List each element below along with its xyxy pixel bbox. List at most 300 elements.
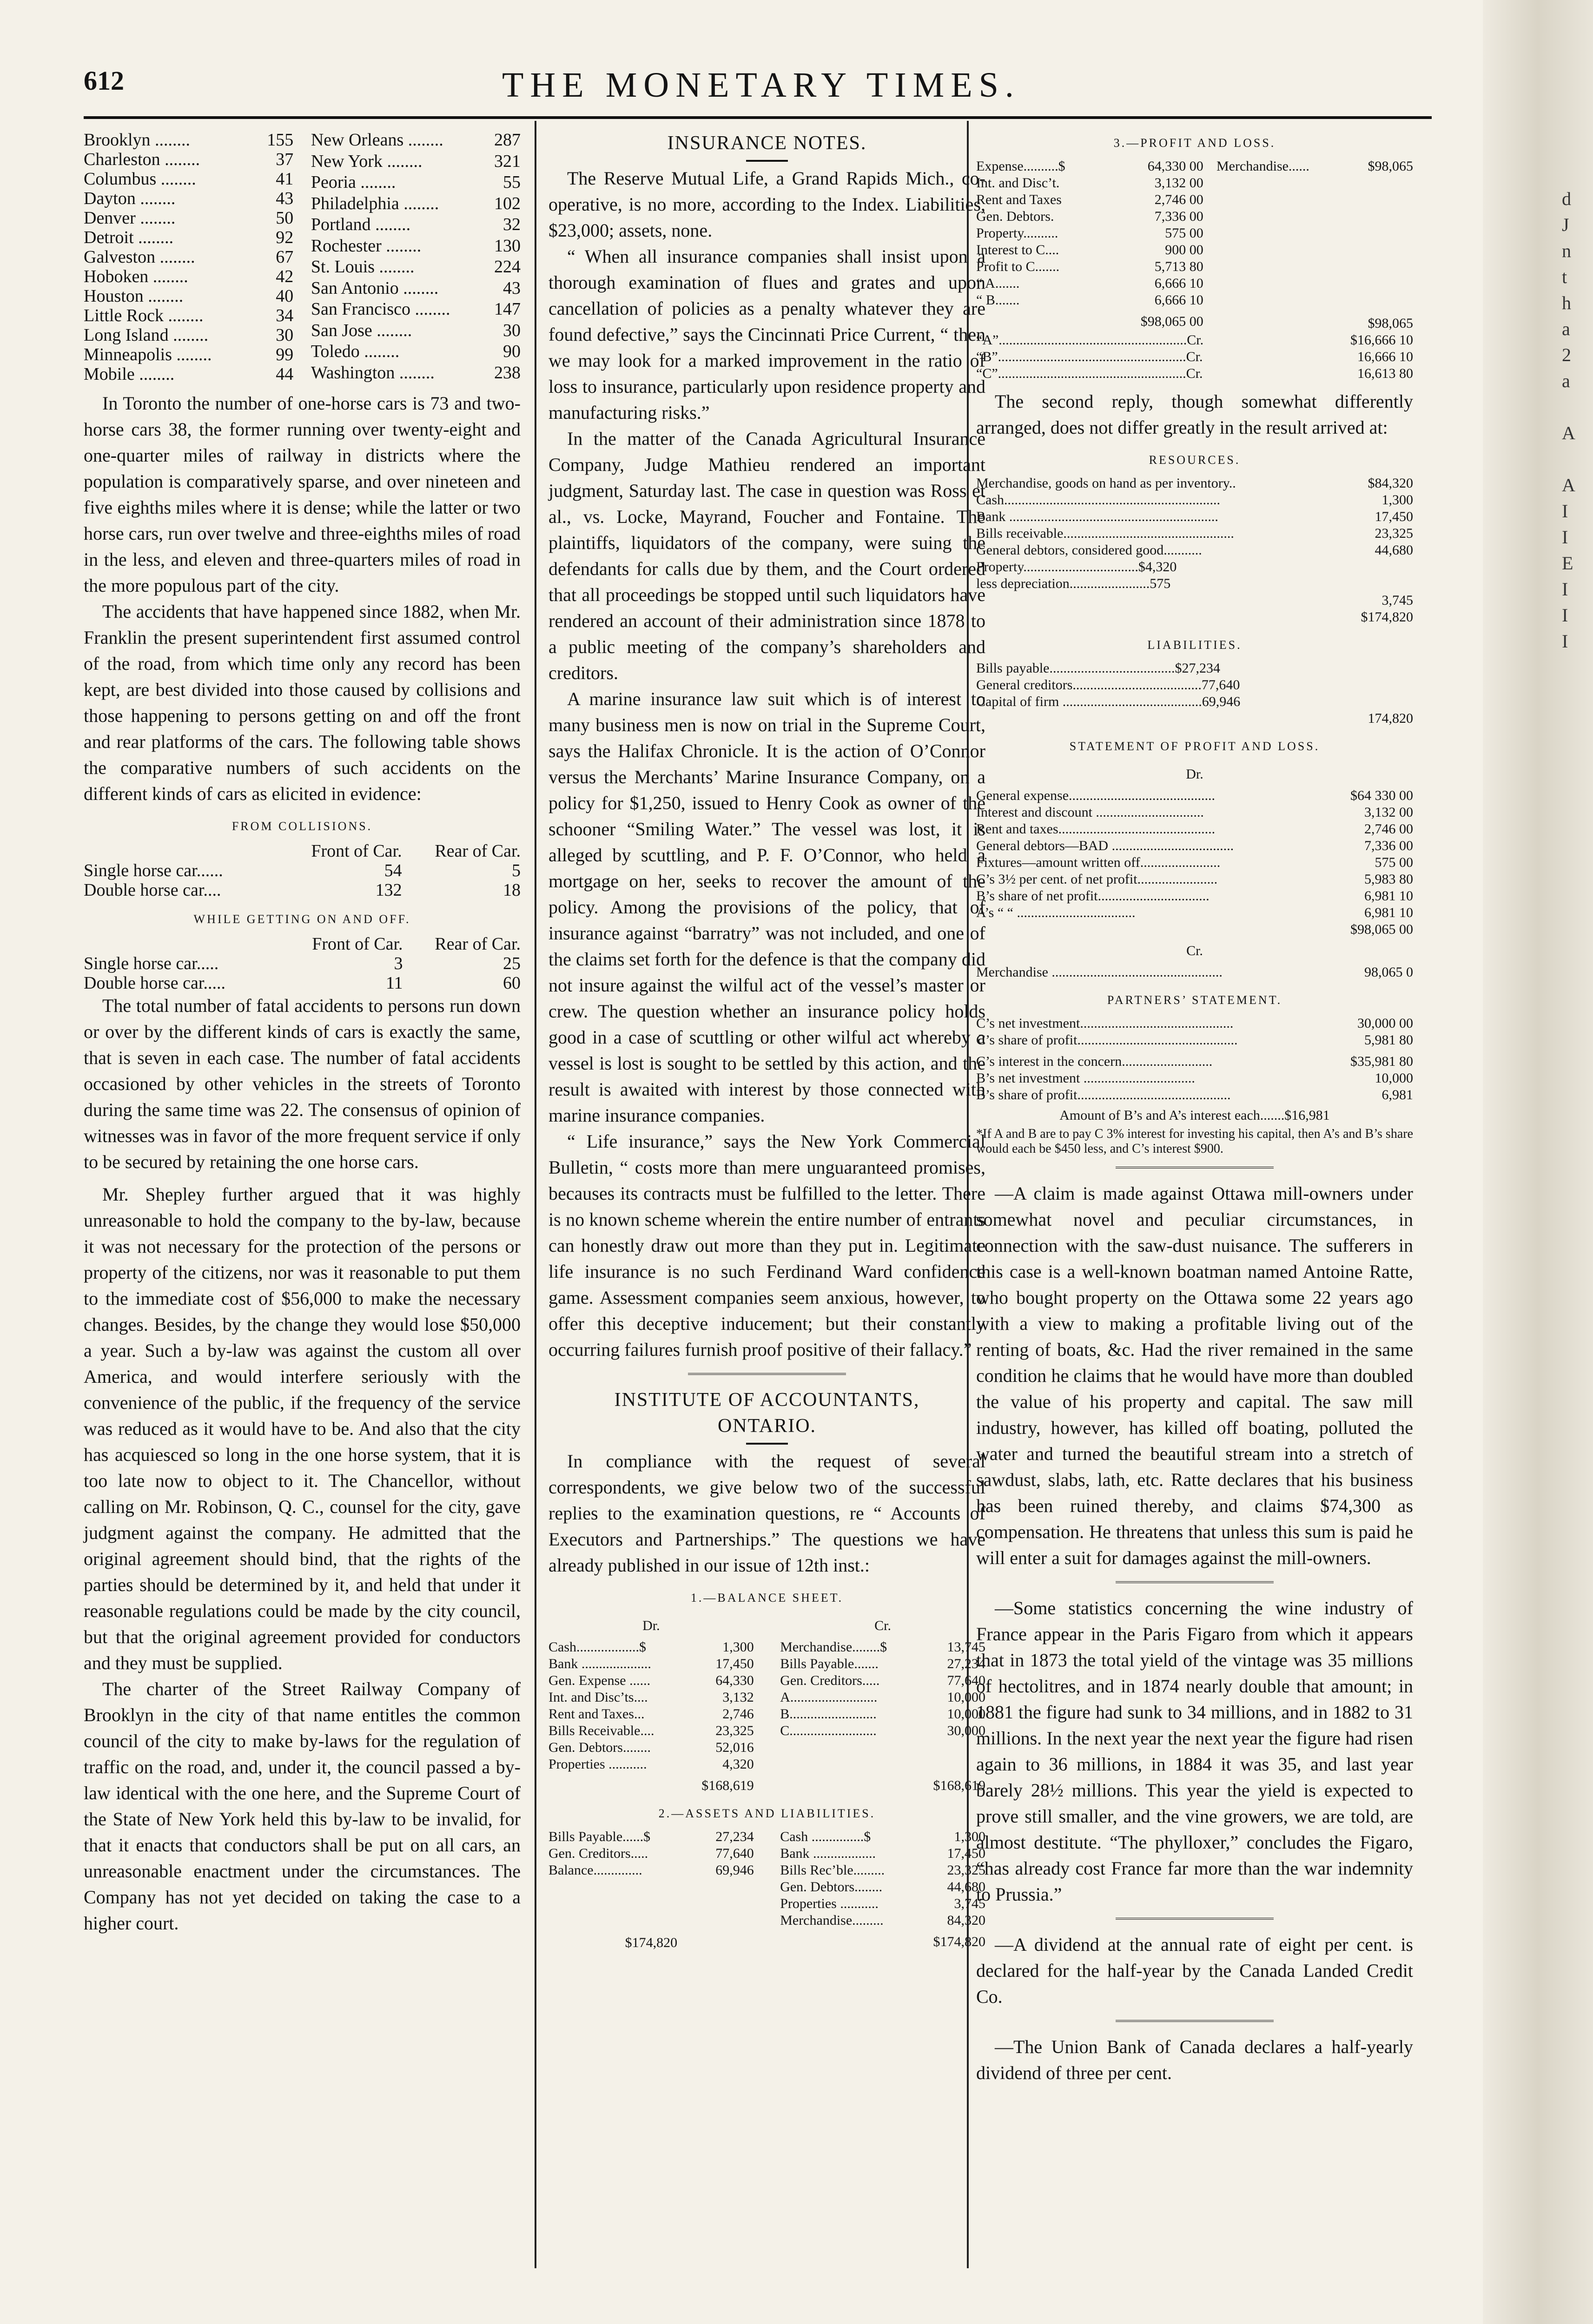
- list-item: [311, 152, 521, 173]
- table-row: [976, 349, 1413, 365]
- row-label: Gen. Debtors........: [780, 1879, 883, 1895]
- row-label: A.........................: [780, 1690, 878, 1705]
- partners-amount: Amount of B’s and A’s interest each.......$16,981: [1059, 1108, 1330, 1123]
- city-value: 42: [276, 267, 294, 286]
- row-label: Bills Receivable....: [549, 1723, 654, 1738]
- statement-dr-table: [976, 787, 1413, 921]
- city-value: 43: [503, 278, 521, 298]
- bleed-char: h: [1562, 292, 1571, 313]
- city-name: Detroit ........: [84, 228, 174, 247]
- pl-accounts: [976, 332, 1413, 382]
- row-label: Cash..............................................................: [976, 492, 1220, 508]
- row-value: $64 330 00: [1350, 788, 1413, 803]
- table-row: [976, 175, 1203, 191]
- section-heading: ONTARIO.: [717, 1415, 817, 1437]
- pl-table: [976, 158, 1203, 309]
- rear-value: 25: [503, 954, 521, 973]
- city-value: 43: [276, 189, 294, 208]
- article-paragraph: The second reply, though somewhat differently arranged, does not differ greatly in the result arrived at:: [976, 391, 1413, 438]
- section-heading: INSTITUTE OF ACCOUNTANTS,: [614, 1389, 920, 1411]
- resources-table: [976, 475, 1413, 592]
- row-label: C’s net investment............................................: [976, 1016, 1234, 1031]
- article-paragraph: —Some statistics concerning the wine industry of France appear in the Paris Figaro from which it appears that in 1873 the total yield of the vintage was 35 millions of hectolitres, and in 1874 nearly double that amount; in 1881 the figure had sunk to 34 millions, and in 1882 to 31 millions. In the next year the next year the figure had risen again to 36 millions, in 1884 it was 35, and last year barely 28½ millions. This year the yield is expected to prove still smaller, and the vine growers, we are told, are almost destitute. “The phylloxer,” concludes the Figaro, “has already cost France far more than the war indemnity to Prussia.”: [976, 1598, 1413, 1905]
- section-heading: INSURANCE NOTES.: [667, 132, 867, 154]
- list-item: [311, 299, 521, 321]
- bleed-char: n: [1562, 240, 1571, 261]
- row-label: Gen. Debtors........: [549, 1740, 651, 1755]
- row-value: 77,640: [947, 1673, 985, 1688]
- liabilities-table: [976, 660, 1413, 710]
- table-title: STATEMENT OF PROFIT AND LOSS.: [1069, 739, 1320, 753]
- row-label: Rent and Taxes...: [549, 1706, 645, 1722]
- article-paragraph: A marine insurance law suit which is of interest to many business men is now on trial in the Supreme Court, says the Halifax Chronicle. It is the action of O’Connor versus the Merchants’ Marine Insurance Company, on a policy for $1,250, issued to Henry Cook as owner of the schooner “Smiling Water.” The vessel was lost, it is alleged by scuttling, and P. F. O’Connor, who held a mortgage on her, seeks to recover the amount of the policy. Among the provisions of the policy, that of insurance against “barratry” was not included, and one of the claims set forth for the defence is that the company did not insure against the wilful act of the vessel’s master or crew. The question whether an insurance policy holds good in a case of scuttling or other wilful act whereby a vessel is lost is sought to be settled by this action, and the result is awaited with interest by those connected with marine insurance companies.: [549, 688, 985, 1126]
- row-value: 52,016: [715, 1740, 754, 1755]
- section-rule: [1116, 1918, 1274, 1921]
- row-label: B’s share of profit............................................: [976, 1087, 1231, 1103]
- row-value: [1348, 559, 1413, 575]
- row-label: Merchandise.........: [780, 1913, 884, 1928]
- row-value: 3,132 00: [1364, 805, 1413, 820]
- article-paragraph: “ Life insurance,” says the New York Commercial Bulletin, “ costs more than mere unguaranteed promises, becauses its contracts must be fulfilled to the letter. There is no known scheme wherein the entire number of entrants can honestly draw out more than they put in. Legitimate life insurance is no such Ferdinand Ward confidence game. Assessment companies seem anxious, however, to offer this deceptive inducement; but their constantly occurring failures furnish proof positive of their fallacy.”: [549, 1131, 985, 1360]
- row-value: 77,640: [715, 1846, 754, 1861]
- top-rule: [84, 116, 1432, 119]
- table-row: [780, 1862, 985, 1879]
- front-value: 11: [385, 973, 403, 993]
- al-left: [549, 1829, 754, 1951]
- city-name: Columbus ........: [84, 169, 196, 189]
- article-paragraph: The charter of the Street Railway Company of Brooklyn in the city of that name entitles the common council of the city to make by-laws for the regulation of traffic on the road, and, under it, the council passed a by-law identical with the one here, and the Supreme Court of the State of New York held this by-law to be invalid, for that it enacts that conductors shall be put on all cars, an unreasonable enactment under the circumstances. The Company has not yet decided on taking the case to a higher court.: [84, 1678, 521, 1934]
- city-name: Charleston ........: [84, 150, 200, 169]
- cr-label: Cr.: [874, 1618, 892, 1633]
- city-name: San Antonio ........: [311, 278, 439, 298]
- row-label: Double horse car.....: [84, 973, 225, 993]
- city-value: 224: [494, 257, 521, 277]
- partners-table: [976, 1015, 1413, 1049]
- column-header: Front of Car.: [311, 841, 402, 861]
- row-label: Cash ...............$: [780, 1829, 871, 1844]
- cr-label: Cr.: [1186, 943, 1203, 958]
- bleed-char: 2: [1562, 344, 1571, 365]
- city-name: Portland ........: [311, 215, 411, 234]
- city-value: 321: [494, 151, 521, 171]
- table-title: 1.—BALANCE SHEET.: [690, 1591, 844, 1604]
- city-value: 34: [276, 306, 294, 325]
- city-value: 44: [276, 364, 294, 384]
- list-item: [84, 306, 293, 325]
- city-name: Dayton ........: [84, 189, 176, 208]
- bleed-char: a: [1562, 370, 1570, 391]
- table-row: [976, 242, 1203, 258]
- row-label: “B”......................................................Cr.: [976, 349, 1203, 364]
- section-rule: [1116, 2020, 1274, 2024]
- table-title: RESOURCES.: [1149, 453, 1241, 467]
- city-value: 50: [276, 208, 294, 228]
- row-value: 900 00: [1165, 242, 1203, 257]
- bleed-char: a: [1562, 318, 1570, 339]
- row-label: Gen. Expense ......: [549, 1673, 651, 1688]
- collisions-table: [84, 841, 521, 900]
- table-row: [976, 365, 1413, 382]
- row-value: 3,132 00: [1154, 175, 1203, 191]
- table-row: [976, 258, 1203, 275]
- row-value: 7,336 00: [1154, 209, 1203, 224]
- row-value: 6,981: [1381, 1087, 1413, 1103]
- row-value: $35,981 80: [1350, 1054, 1413, 1069]
- row-value: 10,000: [947, 1690, 985, 1705]
- row-label: Properties ...........: [780, 1896, 879, 1911]
- city-value: 147: [494, 299, 521, 319]
- balance-dr-table: [549, 1639, 754, 1773]
- city-value: 30: [503, 320, 521, 340]
- table-row: [780, 1912, 985, 1929]
- table-row: [780, 1829, 985, 1845]
- city-value: 238: [494, 363, 521, 383]
- property-net: 3,745: [1381, 593, 1413, 608]
- total: $174,820: [625, 1935, 678, 1950]
- row-value: 16,613 80: [1357, 366, 1413, 381]
- table-row: [84, 880, 521, 900]
- row-value: 5,981 80: [1364, 1032, 1413, 1048]
- row-label: Expense..........$: [976, 158, 1065, 174]
- list-item: [311, 236, 521, 257]
- table-row: [976, 575, 1413, 592]
- partners-table-2: [976, 1053, 1413, 1103]
- city-value: 155: [267, 130, 294, 150]
- row-label: “ A.......: [976, 276, 1020, 291]
- row-value: 4,320: [722, 1756, 754, 1772]
- total: $98,065 00: [1350, 922, 1413, 937]
- city-name: Long Island ........: [84, 325, 209, 345]
- table-row: [84, 954, 521, 973]
- row-value: 10,000: [1375, 1070, 1413, 1086]
- city-list-right: [311, 130, 521, 384]
- article-paragraph: In Toronto the number of one-horse cars is 73 and two-horse cars 38, the former running over twenty-eight and one-quarter miles of railway in districts where the population is comparatively sparse, and over nineteen and five eighths miles where it is dense; while the latter or two horse cars, run over twelve and three-eighths miles of road in the less, and eleven and three-quarters miles of road in the more populous part of the city.: [84, 393, 521, 596]
- row-label: Gen. Debtors.: [976, 209, 1054, 224]
- row-label: Double horse car....: [84, 880, 221, 900]
- list-item: [311, 321, 521, 342]
- pl-left: [976, 158, 1203, 332]
- list-item: [84, 228, 293, 247]
- row-value: 6,981 10: [1364, 905, 1413, 920]
- table-row: [976, 660, 1413, 677]
- column-header: Rear of Car.: [435, 934, 521, 954]
- city-value: 41: [276, 169, 294, 189]
- row-value: 1,300: [722, 1639, 754, 1655]
- bleed-char: I: [1562, 605, 1568, 626]
- column-1: [84, 130, 521, 1936]
- city-list: [84, 130, 521, 384]
- balance-sheet-dr: [549, 1613, 754, 1794]
- total: $174,820: [933, 1934, 985, 1949]
- table-row: [549, 1706, 754, 1723]
- city-value: 130: [494, 236, 521, 256]
- row-label: Properties ...........: [549, 1756, 647, 1772]
- table-title: FROM COLLISIONS.: [231, 819, 373, 833]
- row-value: 2,746 00: [1154, 192, 1203, 207]
- row-label: Merchandise......: [1216, 158, 1309, 174]
- row-value: 16,666 10: [1357, 349, 1413, 364]
- table-row: [976, 158, 1203, 175]
- list-item: [311, 278, 521, 300]
- column-divider: [535, 121, 536, 2268]
- row-value: 69,946: [715, 1862, 754, 1878]
- bleed-char: A: [1562, 475, 1575, 495]
- table-row: [976, 854, 1413, 871]
- table-row: [976, 838, 1413, 854]
- row-value: 10,000: [947, 1706, 985, 1722]
- row-value: 27,234: [947, 1656, 985, 1671]
- bleed-char: J: [1562, 214, 1569, 235]
- table-row: [780, 1845, 985, 1862]
- list-item: [84, 189, 293, 208]
- table-row: [549, 1845, 754, 1862]
- table-title: LIABILITIES.: [1147, 638, 1242, 652]
- table-row: [549, 1723, 754, 1739]
- table-row: [780, 1639, 985, 1656]
- city-name: Brooklyn ........: [84, 130, 191, 150]
- adjacent-page-bleed: [1562, 186, 1590, 654]
- table-row: [84, 861, 521, 880]
- city-value: 102: [494, 193, 521, 213]
- row-value: 6,666 10: [1154, 276, 1203, 291]
- column-header: Rear of Car.: [435, 841, 521, 861]
- city-name: Washington ........: [311, 363, 435, 383]
- bleed-char: E: [1562, 553, 1573, 574]
- row-label: Gen. Creditors.....: [780, 1673, 880, 1688]
- row-label: Capital of firm ........................................69,946: [976, 694, 1241, 709]
- list-item: [84, 286, 293, 306]
- row-label: Fixtures—amount written off.......................: [976, 855, 1221, 870]
- city-value: 92: [276, 228, 294, 247]
- table-row: [976, 1053, 1413, 1070]
- table-row: [976, 275, 1203, 292]
- list-item: [84, 130, 293, 150]
- table-row: [976, 1070, 1413, 1087]
- row-label: General creditors.....................................77,640: [976, 677, 1240, 693]
- total: $174,820: [1361, 609, 1413, 625]
- city-name: Toledo ........: [311, 342, 400, 361]
- balance-sheet: [549, 1613, 985, 1794]
- total: $168,619: [933, 1778, 985, 1793]
- city-name: Peoria ........: [311, 172, 396, 192]
- row-value: 23,325: [1375, 526, 1413, 541]
- table-row: [976, 888, 1413, 905]
- table-row: [549, 1689, 754, 1706]
- dr-label: Dr.: [1186, 766, 1203, 782]
- table-row: [976, 1032, 1413, 1049]
- page-number: 612: [84, 66, 124, 96]
- row-label: Merchandise, goods on hand as per inventory..: [976, 475, 1236, 491]
- table-row: [976, 492, 1413, 508]
- bleed-char: t: [1562, 266, 1567, 287]
- table-row: [780, 1723, 985, 1739]
- assets-liabilities: [549, 1829, 985, 1951]
- row-label: Bills payable....................................$27,234: [976, 660, 1220, 676]
- table-row: [549, 1829, 754, 1845]
- table-row: [549, 1672, 754, 1689]
- row-label: C’s share of profit..............................................: [976, 1032, 1238, 1048]
- bleed-char: I: [1562, 501, 1568, 522]
- row-value: 5,713 80: [1154, 259, 1203, 274]
- table-row: [976, 677, 1413, 693]
- city-name: San Jose ........: [311, 320, 412, 340]
- city-name: San Francisco ........: [311, 299, 450, 319]
- list-item: [311, 363, 521, 384]
- table-row: [976, 804, 1413, 821]
- table-row: [976, 821, 1413, 838]
- list-item: [84, 208, 293, 228]
- row-label: “C”......................................................Cr.: [976, 366, 1203, 381]
- profit-loss: [976, 158, 1413, 332]
- total: $98,065 00: [1140, 314, 1203, 329]
- table-title: WHILE GETTING ON AND OFF.: [193, 912, 411, 926]
- table-row: [780, 1689, 985, 1706]
- row-value: 3,132: [722, 1690, 754, 1705]
- row-value: [1348, 575, 1413, 592]
- table-row: [780, 1672, 985, 1689]
- row-value: 5,983 80: [1364, 872, 1413, 887]
- getting-on-off-table: [84, 934, 521, 993]
- city-name: Hoboken ........: [84, 267, 188, 286]
- table-row: [976, 208, 1203, 225]
- row-label: Bank ....................: [549, 1656, 651, 1671]
- row-label: General debtors, considered good...........: [976, 542, 1202, 558]
- balance-sheet-cr: [780, 1613, 985, 1794]
- list-item: [84, 364, 293, 384]
- row-label: Property..........: [976, 225, 1058, 241]
- row-value: 575 00: [1165, 225, 1203, 241]
- row-label: Int. and Disc’ts....: [549, 1690, 648, 1705]
- list-item: [311, 194, 521, 215]
- row-value: 44,680: [947, 1879, 985, 1895]
- row-label: C’s interest in the concern..........................: [976, 1054, 1213, 1069]
- table-row: [549, 1639, 754, 1656]
- rear-value: 18: [503, 880, 521, 900]
- row-label: Bills Payable.......: [780, 1656, 879, 1671]
- row-label: Bills receivable.................................................: [976, 526, 1234, 541]
- bleed-char: d: [1562, 188, 1571, 209]
- section-rule: [688, 1373, 846, 1377]
- row-value: 17,450: [947, 1846, 985, 1861]
- bleed-char: I: [1562, 631, 1568, 652]
- article-paragraph: —The Union Bank of Canada declares a half-yearly dividend of three per cent.: [976, 2036, 1413, 2083]
- table-row: [976, 787, 1413, 804]
- table-row: [976, 508, 1413, 525]
- row-value: 6,981 10: [1364, 888, 1413, 904]
- pl-right-table: [1216, 158, 1413, 175]
- city-list-left: [84, 130, 293, 384]
- row-label: Interest to C....: [976, 242, 1059, 257]
- row-label: C’s 3½ per cent. of net profit.......................: [976, 872, 1218, 887]
- city-name: New York ........: [311, 151, 423, 171]
- row-value: 13,745: [947, 1639, 985, 1655]
- city-name: Houston ........: [84, 286, 184, 306]
- table-row: [976, 1015, 1413, 1032]
- city-name: Rochester ........: [311, 236, 422, 256]
- table-row: [976, 871, 1413, 888]
- bleed-char: I: [1562, 527, 1568, 548]
- rear-value: 60: [503, 973, 521, 993]
- row-label: General expense..........................................: [976, 788, 1216, 803]
- row-label: C.........................: [780, 1723, 877, 1738]
- row-value: $16,666 10: [1350, 332, 1413, 348]
- list-item: [84, 345, 293, 364]
- total: $168,619: [701, 1778, 754, 1793]
- al-left-table: [549, 1829, 754, 1879]
- row-label: General debtors—BAD ...................................: [976, 838, 1234, 853]
- row-value: 64,330 00: [1147, 158, 1203, 174]
- list-item: [84, 150, 293, 169]
- row-value: 6,666 10: [1154, 292, 1203, 308]
- front-value: 54: [384, 861, 402, 880]
- row-label: A’s “ “ ..................................: [976, 905, 1136, 920]
- row-value: 1,300: [1381, 492, 1413, 508]
- list-item: [84, 267, 293, 286]
- row-label: Interest and discount ...............................: [976, 805, 1204, 820]
- city-name: Philadelphia ........: [311, 193, 439, 213]
- article-paragraph: —A claim is made against Ottawa mill-owners under somewhat novel and peculiar circumstances, in connection with the saw-dust nuisance. The sufferers in this case is a well-known boatman named Antoine Ratte, who bought property on the Ottawa some 22 years ago with a view to making a profitable living out of the renting of boats, &c. Had the river remained in the same condition he claims that he would have more than doubled the value of his property and capital. The saw mill industry, however, has killed off boating, polluted the water and turned the beautiful stream into a stretch of sawdust, slabs, lath, etc. Ratte declares that his business has been ruined thereby, and claims $74,300 as compensation. He threatens that unless this sum is paid he will enter a suit for damages against the mill-owners.: [976, 1183, 1413, 1568]
- city-value: 67: [276, 247, 294, 267]
- heading-rule: [746, 1443, 788, 1445]
- row-label: Single horse car.....: [84, 954, 219, 973]
- dr-label: Dr.: [642, 1618, 660, 1633]
- bleed-char: [1562, 394, 1590, 420]
- heading-rule: [746, 160, 788, 162]
- row-label: Gen. Creditors.....: [549, 1846, 648, 1861]
- table-row: [976, 332, 1413, 349]
- total: $98,065: [1368, 316, 1413, 331]
- row-value: 2,746 00: [1364, 821, 1413, 837]
- article-paragraph: The accidents that have happened since 1882, when Mr. Franklin the present superintendent first assumed control of the road, from which time only any record has been kept, are best divided into those caused by collisions and those happening to persons getting on and off the front and rear platforms of the cars. The following table shows the comparative numbers of such accidents on the different kinds of cars as elicited in evidence:: [84, 601, 521, 804]
- article-paragraph: In compliance with the request of several correspondents, we give below two of the successful replies to the examination questions, re “ Accounts of Executors and Partnerships.” The questions we have already published in our issue of 12th inst.:: [549, 1451, 985, 1576]
- table-row: [976, 525, 1413, 542]
- list-item: [84, 325, 293, 345]
- row-value: 84,320: [947, 1913, 985, 1928]
- row-label: “A”......................................................Cr.: [976, 332, 1204, 348]
- row-label: B.........................: [780, 1706, 877, 1722]
- city-value: 37: [276, 150, 294, 169]
- row-value: 98,065 0: [1364, 964, 1413, 980]
- article-paragraph: “ When all insurance companies shall insist upon a thorough examination of flues and grates and upon cancellation of policies as a penalty whatever they are found defective,” says the Cincinnati Price Current, “ then we may look for a marked improvement in the ratio of loss to insurance, particularly upon residence property and manufacturing risks.”: [549, 246, 985, 423]
- row-value: 30,000: [947, 1723, 985, 1738]
- table-row: [976, 905, 1413, 921]
- list-item: [311, 172, 521, 194]
- row-label: B’s share of net profit................................: [976, 888, 1210, 904]
- bleed-char: [1562, 446, 1590, 472]
- row-label: B’s net investment ................................: [976, 1070, 1195, 1086]
- column-3: [976, 130, 1413, 2086]
- footnote: *If A and B are to pay C 3% interest for investing his capital, then A’s and B’s share would each be $450 less, and C’s interest $900.: [976, 1127, 1413, 1156]
- city-value: 30: [276, 325, 294, 345]
- city-name: Denver ........: [84, 208, 176, 228]
- table-row: [976, 292, 1203, 309]
- bleed-char: A: [1562, 423, 1575, 443]
- section-rule: [1116, 1581, 1274, 1585]
- table-row: [976, 693, 1413, 710]
- row-value: 44,680: [1375, 542, 1413, 558]
- row-value: 27,234: [715, 1829, 754, 1844]
- pl-right: [1216, 158, 1413, 332]
- list-item: [311, 257, 521, 278]
- city-name: Minneapolis ........: [84, 345, 212, 364]
- row-label: Balance..............: [549, 1862, 642, 1878]
- article-paragraph: —A dividend at the annual rate of eight per cent. is declared for the half-year by the Canada Landed Credit Co.: [976, 1934, 1413, 2007]
- city-value: 55: [503, 172, 521, 192]
- table-row: [549, 1739, 754, 1756]
- table-row: [549, 1756, 754, 1773]
- city-name: Little Rock ........: [84, 306, 204, 325]
- city-value: 40: [276, 286, 294, 306]
